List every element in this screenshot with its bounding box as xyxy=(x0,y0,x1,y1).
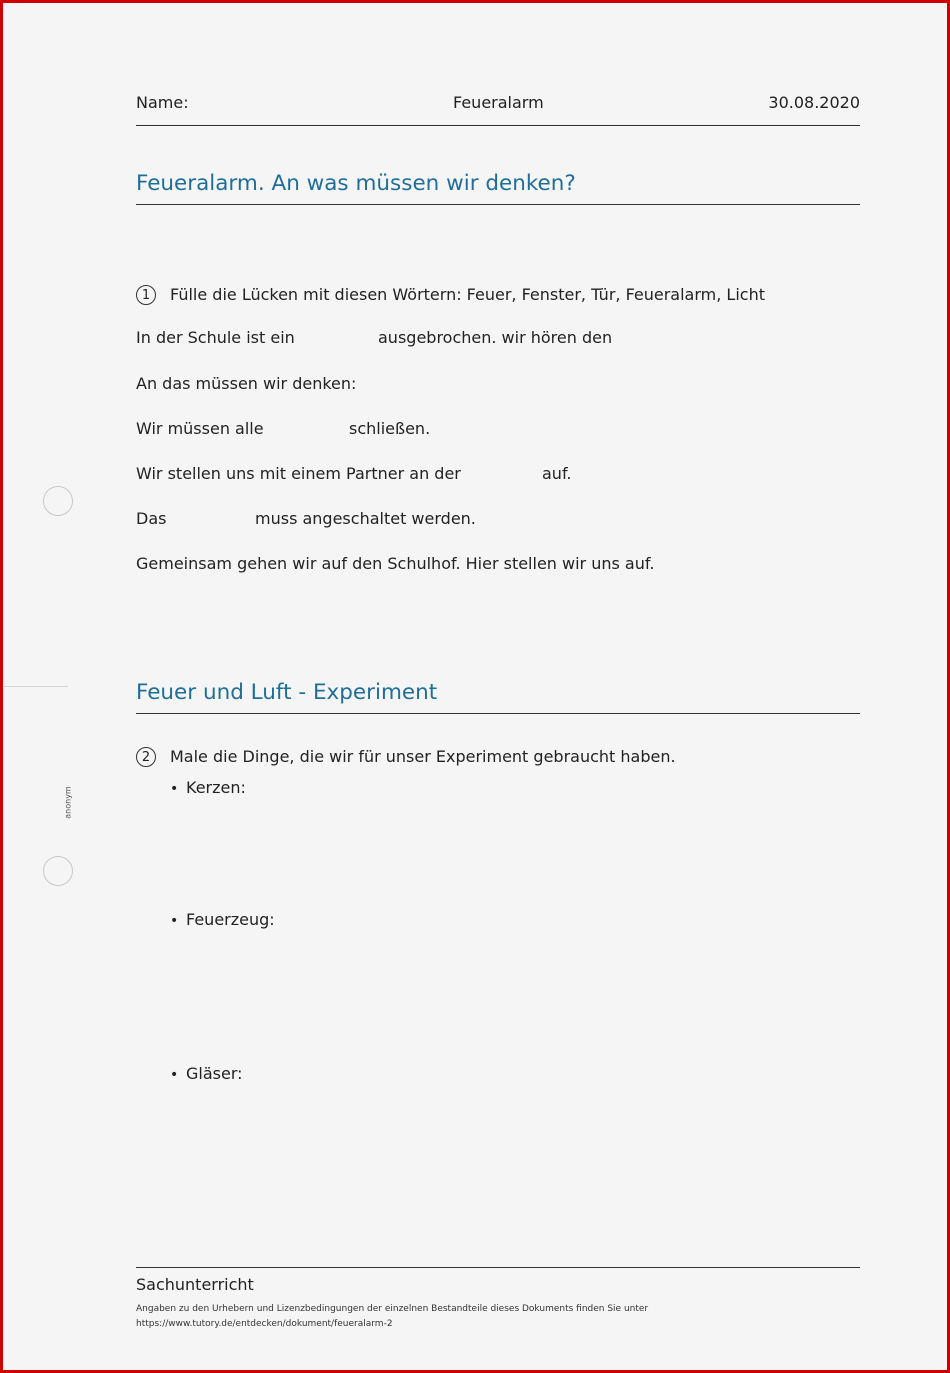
side-label-anonym: anonym xyxy=(63,786,73,819)
footer-subject: Sachunterricht xyxy=(136,1275,254,1294)
section-rule xyxy=(136,204,860,205)
task-number-2: 2 xyxy=(136,747,156,767)
list-item-label: Kerzen: xyxy=(186,778,246,797)
footer-rule xyxy=(136,1267,860,1268)
section-title-feueralarm: Feueralarm. An was müssen wir denken? xyxy=(136,171,576,196)
gap-line-3-before: Wir müssen alle xyxy=(136,419,264,438)
section-rule xyxy=(136,713,860,714)
name-label: Name: xyxy=(136,93,189,112)
footer-note-line-2: https://www.tutory.de/entdecken/dokument/feueralarm-2 xyxy=(136,1319,393,1329)
task-instruction-1: Fülle die Lücken mit diesen Wörtern: Feuer, Fenster, Tür, Feueralarm, Licht xyxy=(170,285,765,304)
gap-line-3-after: schließen. xyxy=(349,419,431,438)
gap-line-6: Gemeinsam gehen wir auf den Schulhof. Hier stellen wir uns auf. xyxy=(136,554,655,573)
bullet-icon: • xyxy=(170,781,179,797)
task-number-1: 1 xyxy=(136,285,156,305)
gap-line-2: An das müssen wir denken: xyxy=(136,374,357,393)
gap-line-5-after: muss angeschaltet werden. xyxy=(255,509,476,528)
bullet-icon: • xyxy=(170,913,179,929)
bullet-icon: • xyxy=(170,1067,179,1083)
list-item-glaeser xyxy=(170,1064,243,1083)
gap-line-4-before: Wir stellen uns mit einem Partner an der xyxy=(136,464,461,483)
header-rule xyxy=(136,125,860,126)
list-item-label: Feuerzeug: xyxy=(186,910,275,929)
list-item-kerzen xyxy=(170,778,246,797)
punch-hole-icon xyxy=(43,856,73,886)
gap-line-4-after: auf. xyxy=(542,464,572,483)
header-title: Feueralarm xyxy=(453,93,544,112)
gap-line-5-before: Das xyxy=(136,509,167,528)
task-instruction-2: Male die Dinge, die wir für unser Experiment gebraucht haben. xyxy=(170,747,676,766)
fold-mark xyxy=(4,686,68,687)
section-title-experiment: Feuer und Luft - Experiment xyxy=(136,680,438,705)
list-item-feuerzeug xyxy=(170,910,275,929)
gap-line-1-after: ausgebrochen. wir hören den xyxy=(378,328,613,347)
gap-line-1-before: In der Schule ist ein xyxy=(136,328,295,347)
footer-note-line-1: Angaben zu den Urhebern und Lizenzbedingungen der einzelnen Bestandteile dieses Dokuments finden Sie unter xyxy=(136,1304,649,1314)
list-item-label: Gläser: xyxy=(186,1064,243,1083)
punch-hole-icon xyxy=(43,486,73,516)
header-date: 30.08.2020 xyxy=(768,93,860,112)
